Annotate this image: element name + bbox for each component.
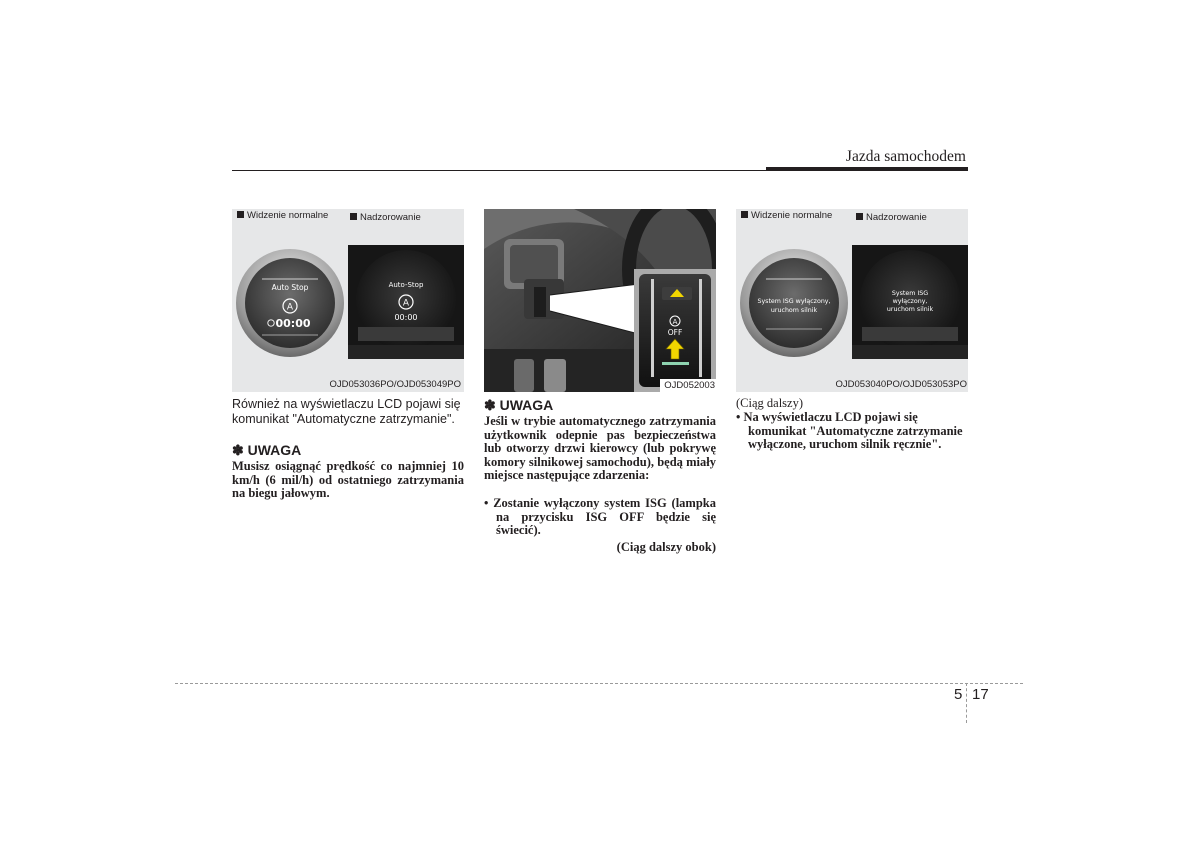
- figure-code: OJD053036PO/OJD053049PO: [329, 379, 461, 390]
- footer-rule: [175, 683, 1023, 684]
- warning-text: Jeśli w trybie automatycznego zatrzymania użytkownik odepnie pas bezpieczeństwa lub otworzy drzwi kierowcy (lub pokrywę komory silnikowej samochodu), będą miały miejsce następujące zdarzenia:: [484, 414, 716, 483]
- svg-text:A: A: [402, 298, 410, 309]
- label-normal-view: Widzenie normalne: [741, 210, 832, 221]
- warning-bullet: • Zostanie wyłączony system ISG (lampka na przycisku ISG OFF będzie się świecić).: [484, 496, 716, 538]
- gauge-supervision-time: 00:00: [394, 313, 418, 322]
- gauge-supervision-autostop: [348, 245, 464, 359]
- svg-text:A: A: [672, 318, 678, 326]
- gauge-supervision-message-line1: System ISG: [891, 290, 929, 297]
- gauge-normal-time: 00:00: [275, 317, 311, 330]
- figure-lcd-autostop: [232, 209, 464, 392]
- isg-off-label: OFF: [667, 328, 683, 337]
- gauge-supervision-message: Auto-Stop: [388, 281, 424, 289]
- label-supervision-view: Nadzorowanie: [350, 212, 421, 223]
- gauge-supervision-message-line3: uruchom silnik: [886, 306, 934, 313]
- gauge-normal-autostop: [235, 248, 345, 358]
- svg-text:A: A: [286, 302, 294, 313]
- figure-isg-button: [484, 209, 716, 392]
- header-bar: [766, 167, 968, 171]
- section-number: 5: [954, 686, 963, 703]
- lcd-message-bullet: • Na wyświetlaczu LCD pojawi się komunikat "Automatyczne zatrzymanie wyłączone, uruchom silnik ręcznie".: [736, 410, 963, 452]
- section-title: Jazda samochodem: [845, 148, 966, 165]
- warning-text: Musisz osiągnąć prędkość co najmniej 10 km/h (6 mil/h) od ostatniego zatrzymania na biegu jałowym.: [232, 459, 464, 501]
- body-text: Również na wyświetlaczu LCD pojawi się komunikat "Automatyczne zatrzymanie".: [232, 397, 461, 426]
- page-number: 17: [972, 686, 989, 703]
- dashboard-photo: [484, 209, 716, 392]
- figure-lcd-isg-off: [736, 209, 968, 392]
- label-normal-view: Widzenie normalne: [237, 210, 328, 221]
- gauge-supervision-message-line2: wyłączony,: [892, 298, 928, 305]
- continued-label: (Ciąg dalszy obok): [616, 540, 716, 554]
- continued-label: (Ciąg dalszy): [736, 396, 803, 410]
- figure-code: OJD053040PO/OJD053053PO: [835, 379, 967, 390]
- warning-title: ✽ UWAGA: [232, 442, 302, 458]
- gauge-supervision-isg-off: [852, 245, 968, 359]
- figure-code: OJD052003: [660, 379, 716, 392]
- gauge-normal-message-line1: System ISG wyłączony,: [757, 298, 831, 305]
- label-supervision-view: Nadzorowanie: [856, 212, 927, 223]
- gauge-normal-message-line2: uruchom silnik: [770, 307, 818, 314]
- warning-title: ✽ UWAGA: [484, 397, 554, 413]
- gauge-normal-message: Auto Stop: [271, 283, 309, 292]
- gauge-normal-isg-off: [739, 248, 849, 358]
- footer-divider: [966, 683, 967, 723]
